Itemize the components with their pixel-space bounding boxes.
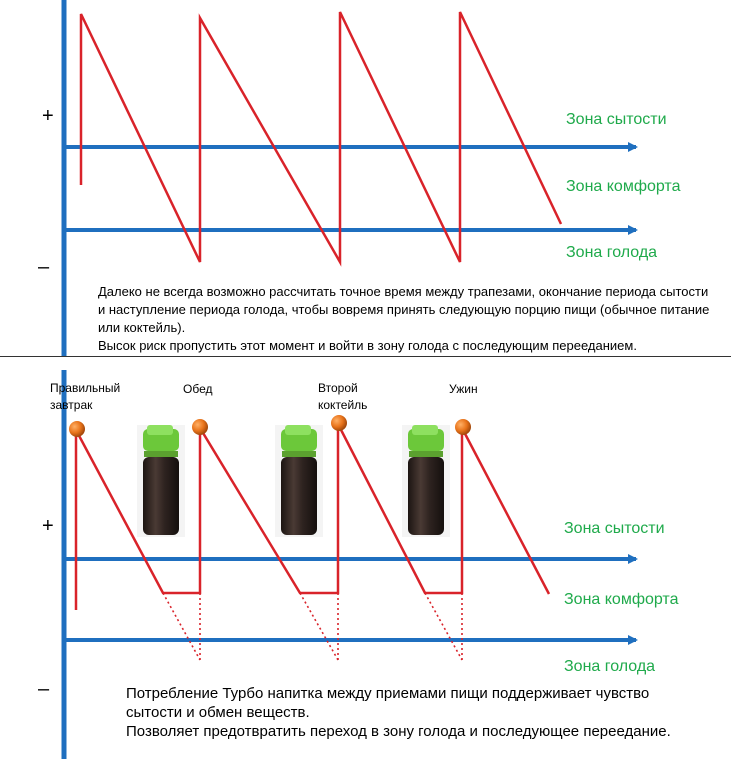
bottom-zone-hunger-label: Зона голода — [564, 658, 656, 675]
top-explanation-text — [98, 283, 718, 355]
meal-label-lunch: Обед — [183, 382, 213, 396]
bottom-explanation-text — [126, 684, 686, 741]
bottle-icon — [402, 425, 450, 537]
top-zone-comfort-label: Зона комфорта — [566, 178, 681, 195]
meal-label-dinner: Ужин — [449, 382, 478, 396]
section-divider — [0, 356, 731, 357]
meal-label-breakfast: Правильный завтрак — [50, 381, 121, 412]
top-explanation-paragraph: Высок риск пропустить этот момент и войти в зону голода с последующим перееданием. — [98, 338, 637, 353]
bottom-plus-sign: + — [42, 515, 54, 537]
meal-label-second-shake: Второй коктейль — [318, 381, 368, 412]
top-minus-sign: – — [38, 256, 50, 278]
meal-marker-dinner — [455, 419, 471, 435]
bottle-icon — [275, 425, 323, 537]
top-sawtooth-line — [81, 12, 561, 262]
meal-marker-second-shake — [331, 415, 347, 431]
dotted-hunger-paths — [163, 593, 462, 660]
bottle-icon — [137, 425, 185, 537]
bottom-zone-satiety-label: Зона сытости — [564, 520, 665, 537]
top-zone-hunger-label: Зона голода — [566, 244, 658, 261]
bottom-zone-comfort-label: Зона комфорта — [564, 591, 679, 608]
top-explanation-paragraph: Далеко не всегда возможно рассчитать точное время между трапезами, окончание периода сытости и наступление периода голода, чтобы вовремя принять следующую порцию пищи (обычное питание или коктейль). — [98, 284, 710, 335]
bottom-explanation-paragraph: Потребление Турбо напитка между приемами пищи поддерживает чувство сытости и обмен веществ. — [126, 685, 650, 721]
meal-marker-lunch — [192, 419, 208, 435]
meal-marker-breakfast — [69, 421, 85, 437]
top-plus-sign: + — [42, 105, 54, 127]
bottom-explanation-paragraph: Позволяет предотвратить переход в зону голода и последующее переедание. — [126, 723, 671, 740]
bottom-minus-sign: – — [38, 678, 50, 700]
top-zone-satiety-label: Зона сытости — [566, 111, 667, 128]
